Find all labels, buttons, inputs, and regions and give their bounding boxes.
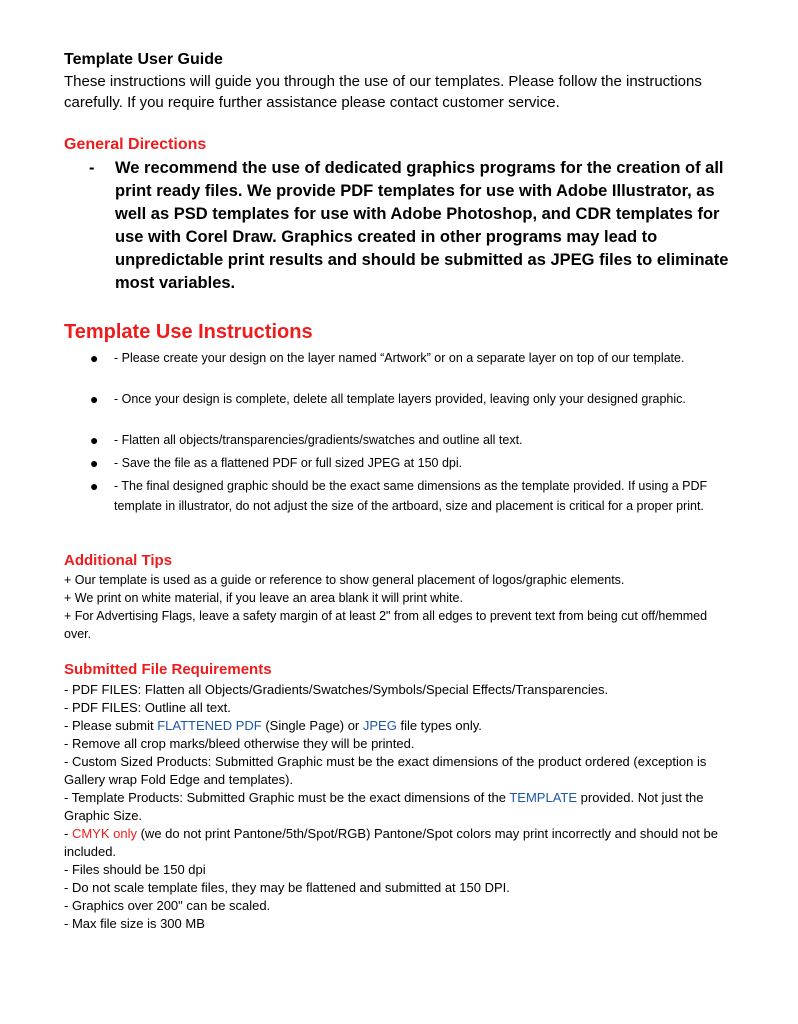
requirement-text: (Single Page) or bbox=[261, 718, 363, 733]
list-item bbox=[90, 476, 720, 516]
template-term: TEMPLATE bbox=[509, 790, 578, 805]
list-item bbox=[90, 453, 720, 475]
list-item bbox=[90, 430, 720, 452]
requirement-item: - PDF FILES: Outline all text. bbox=[64, 700, 231, 715]
requirement-item: - Custom Sized Products: Submitted Graphic must be the exact dimensions of the product ordered (exception is Gallery wrap Fold Edge and templates). bbox=[64, 754, 707, 787]
tip-item: + We print on white material, if you leave an area blank it will print white. bbox=[64, 591, 463, 605]
jpeg-term: JPEG bbox=[362, 718, 397, 733]
requirement-item: - PDF FILES: Flatten all Objects/Gradients/Swatches/Symbols/Special Effects/Transparencies. bbox=[64, 682, 609, 697]
list-item-text: - Flatten all objects/transparencies/gradients/swatches and outline all text. bbox=[114, 433, 523, 447]
requirement-item: - Graphics over 200" can be scaled. bbox=[64, 898, 271, 913]
file-requirements-heading: Submitted File Requirements bbox=[64, 661, 272, 678]
list-item-text: - Save the file as a flattened PDF or full sized JPEG at 150 dpi. bbox=[114, 456, 463, 470]
requirement-text: - bbox=[64, 826, 72, 841]
list-item bbox=[90, 389, 720, 429]
bullet-icon: ● bbox=[90, 350, 99, 366]
flattened-pdf-term: FLATTENED PDF bbox=[157, 718, 262, 733]
requirement-item: - Max file size is 300 MB bbox=[64, 916, 205, 931]
bullet-icon: ● bbox=[90, 391, 99, 407]
page-title: Template User Guide bbox=[64, 51, 223, 68]
tip-item: + For Advertising Flags, leave a safety margin of at least 2" from all edges to prevent text from being cut off/hemmed over. bbox=[64, 609, 708, 641]
requirement-item: - Do not scale template files, they may be flattened and submitted at 150 DPI. bbox=[64, 880, 510, 895]
general-directions-text: We recommend the use of dedicated graphics programs for the creation of all print ready files. We provide PDF templates for use with Adobe Illustrator, as well as PSD templates for use with Adobe Photoshop, and CDR templates for use with Corel Draw. Graphics created in other programs may lead to unpredictable print results and should be submitted as JPEG files to eliminate most variables. bbox=[115, 159, 729, 292]
requirement-text: (we do not print Pantone/5th/Spot/RGB) Pantone/Spot colors may print incorrectly and should not be included. bbox=[64, 826, 718, 859]
general-directions-heading: General Directions bbox=[64, 136, 207, 153]
template-use-heading: Template Use Instructions bbox=[64, 321, 313, 343]
bullet-icon: ● bbox=[90, 455, 99, 471]
file-requirements bbox=[64, 681, 734, 933]
bullet-icon: ● bbox=[90, 478, 99, 494]
requirement-item: - Files should be 150 dpi bbox=[64, 862, 206, 877]
list-item-text: - Please create your design on the layer named “Artwork” or on a separate layer on top of our template. bbox=[114, 351, 685, 365]
list-item-text: - Once your design is complete, delete all template layers provided, leaving only your designed graphic. bbox=[114, 392, 686, 406]
requirement-text: file types only. bbox=[396, 718, 482, 733]
tip-item: + Our template is used as a guide or reference to show general placement of logos/graphic elements. bbox=[64, 573, 625, 587]
requirement-text: provided. Not just the Graphic Size. bbox=[64, 790, 704, 823]
dash-marker: - bbox=[89, 159, 95, 177]
requirement-text: - Template Products: Submitted Graphic must be the exact dimensions of the bbox=[64, 790, 510, 805]
list-item bbox=[90, 348, 720, 388]
requirement-item bbox=[64, 717, 734, 735]
requirement-text: - Please submit bbox=[64, 718, 158, 733]
requirement-item bbox=[64, 789, 734, 825]
requirement-item: - Remove all crop marks/bleed otherwise they will be printed. bbox=[64, 736, 415, 751]
intro-paragraph: These instructions will guide you through the use of our templates. Please follow the instructions carefully. If you require further assistance please contact customer service. bbox=[64, 73, 702, 111]
general-directions-item bbox=[89, 157, 729, 295]
bullet-icon: ● bbox=[90, 432, 99, 448]
list-item-text: - The final designed graphic should be the exact same dimensions as the template provided. If using a PDF template in illustrator, do not adjust the size of the artboard, size and placement is critical for a proper print. bbox=[114, 479, 708, 513]
requirement-item bbox=[64, 825, 734, 861]
cmyk-only-term: CMYK only bbox=[71, 826, 137, 841]
additional-tips bbox=[64, 571, 734, 643]
instructions-list bbox=[90, 348, 720, 517]
additional-tips-heading: Additional Tips bbox=[64, 552, 173, 569]
